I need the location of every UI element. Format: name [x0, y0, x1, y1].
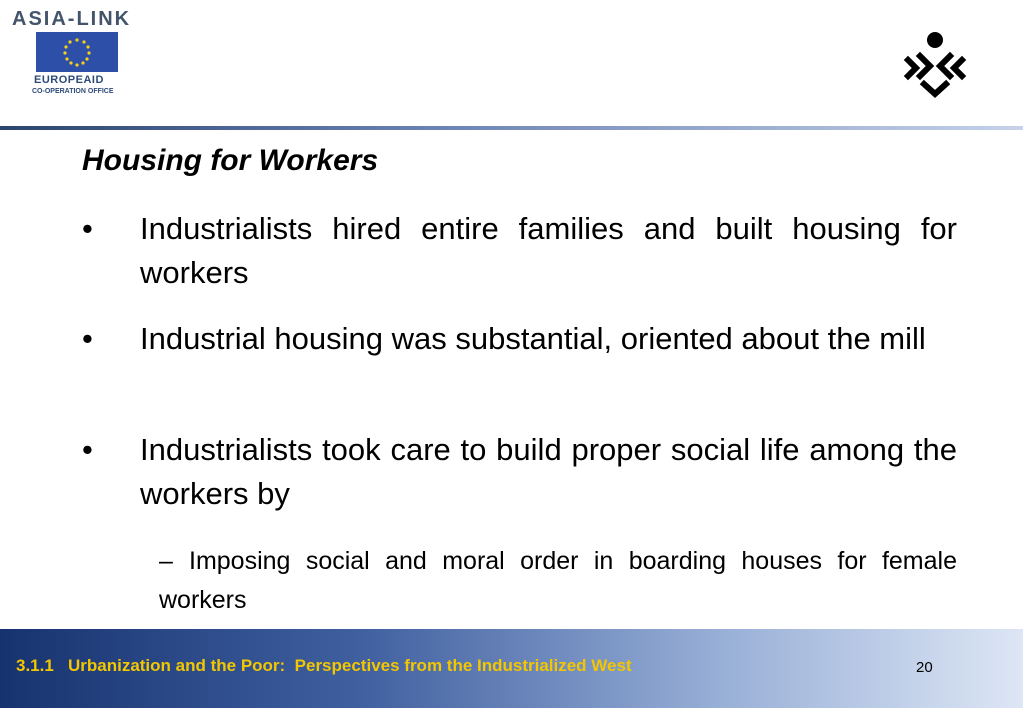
- europeaid-label: EUROPEAID: [34, 74, 104, 86]
- bullet-dot: •: [82, 211, 93, 246]
- emblem-icon: [902, 30, 968, 100]
- bullet-item: [82, 207, 957, 295]
- bullet-text: Industrialists hired entire families and built housing for workers: [140, 211, 957, 290]
- sub-bullet-dash: –: [159, 547, 173, 575]
- bullet-item: [82, 317, 957, 361]
- eu-flag-icon: [36, 32, 118, 72]
- bullet-text: Industrialists took care to build proper social life among the workers by: [140, 432, 957, 511]
- slide-title: Housing for Workers: [82, 144, 379, 177]
- bullet-dot: •: [82, 432, 93, 467]
- footer-course-title: 3.1.1 Urbanization and the Poor: Perspectives from the Industrialized West: [16, 656, 632, 675]
- header-divider: [0, 126, 1023, 130]
- bullet-text: Industrial housing was substantial, oriented about the mill: [140, 321, 926, 356]
- page-number: 20: [916, 659, 933, 676]
- sub-bullet-text: Imposing social and moral order in boarding houses for female workers: [159, 547, 957, 614]
- bullet-item: [82, 428, 957, 516]
- asia-link-europeaid-logo: [10, 8, 140, 100]
- cooperation-office-label: CO-OPERATION OFFICE: [32, 88, 114, 95]
- asia-link-wordmark: ASIA-LINK: [12, 8, 132, 30]
- bullet-dot: •: [82, 321, 93, 356]
- sub-bullet-item: [159, 542, 957, 620]
